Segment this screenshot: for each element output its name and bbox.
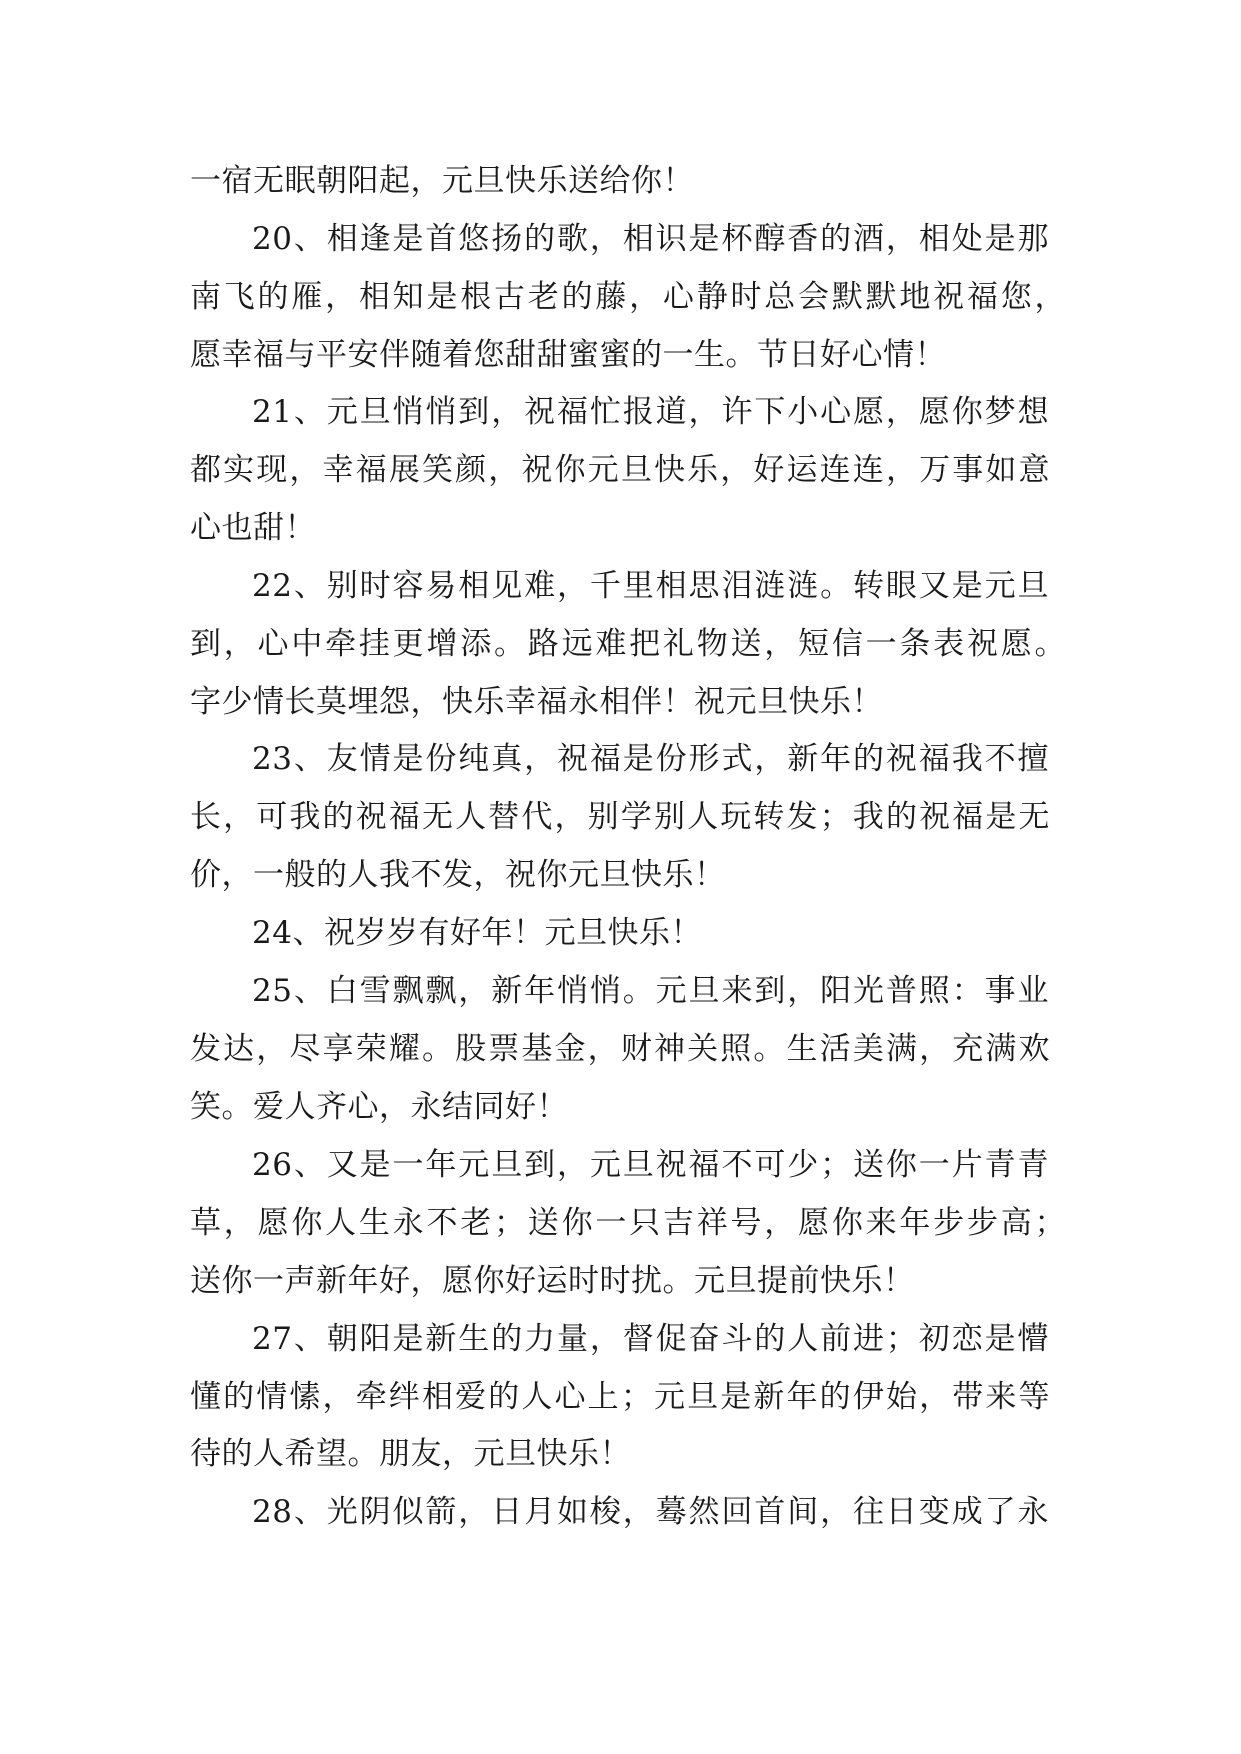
text-line: 发达，尽享荣耀。股票基金，财神关照。生活美满，充满欢 bbox=[190, 1031, 1050, 1067]
text-line: 22、别时容易相见难，千里相思泪涟涟。转眼又是元旦 bbox=[252, 568, 1049, 604]
text-line: 愿幸福与平安伴随着您甜甜蜜蜜的一生。节日好心情！ bbox=[190, 337, 946, 373]
text-line: 一宿无眠朝阳起，元旦快乐送给你！ bbox=[190, 163, 694, 199]
text-line: 懂的情愫，牵绊相爱的人心上；元旦是新年的伊始，带来等 bbox=[190, 1379, 1050, 1415]
text-line: 草，愿你人生永不老；送你一只吉祥号，愿你来年步步高； bbox=[190, 1205, 1066, 1241]
text-line: 23、友情是份纯真，祝福是份形式，新年的祝福我不擅 bbox=[252, 741, 1049, 777]
text-line: 字少情长莫埋怨，快乐幸福永相伴！祝元旦快乐！ bbox=[190, 684, 883, 720]
text-line: 价，一般的人我不发，祝你元旦快乐！ bbox=[190, 857, 726, 893]
text-line: 24、祝岁岁有好年！元旦快乐！ bbox=[252, 915, 702, 951]
text-line: 南飞的雁，相知是根古老的藤，心静时总会默默地祝福您， bbox=[190, 279, 1066, 315]
text-line: 26、又是一年元旦到，元旦祝福不可少；送你一片青青 bbox=[252, 1147, 1049, 1183]
text-line: 送你一声新年好，愿你好运时时扰。元旦提前快乐！ bbox=[190, 1263, 915, 1299]
text-line: 待的人希望。朋友，元旦快乐！ bbox=[190, 1436, 631, 1472]
text-line: 20、相逢是首悠扬的歌，相识是杯醇香的酒，相处是那 bbox=[252, 221, 1049, 257]
text-line: 27、朝阳是新生的力量，督促奋斗的人前进；初恋是懵 bbox=[252, 1321, 1049, 1357]
text-line: 都实现，幸福展笑颜，祝你元旦快乐，好运连连，万事如意 bbox=[190, 452, 1050, 488]
text-line: 心也甜！ bbox=[190, 510, 316, 546]
text-line: 笑。爱人齐心，永结同好！ bbox=[190, 1089, 568, 1125]
text-line: 长，可我的祝福无人替代，别学别人玩转发；我的祝福是无 bbox=[190, 799, 1050, 835]
text-line: 25、白雪飘飘，新年悄悄。元旦来到，阳光普照：事业 bbox=[252, 973, 1049, 1009]
text-line: 28、光阴似箭，日月如梭，蓦然回首间，往日变成了永 bbox=[252, 1494, 1049, 1530]
text-line: 21、元旦悄悄到，祝福忙报道，许下小心愿，愿你梦想 bbox=[252, 394, 1049, 430]
text-line: 到，心中牵挂更增添。路远难把礼物送，短信一条表祝愿。 bbox=[190, 626, 1066, 662]
